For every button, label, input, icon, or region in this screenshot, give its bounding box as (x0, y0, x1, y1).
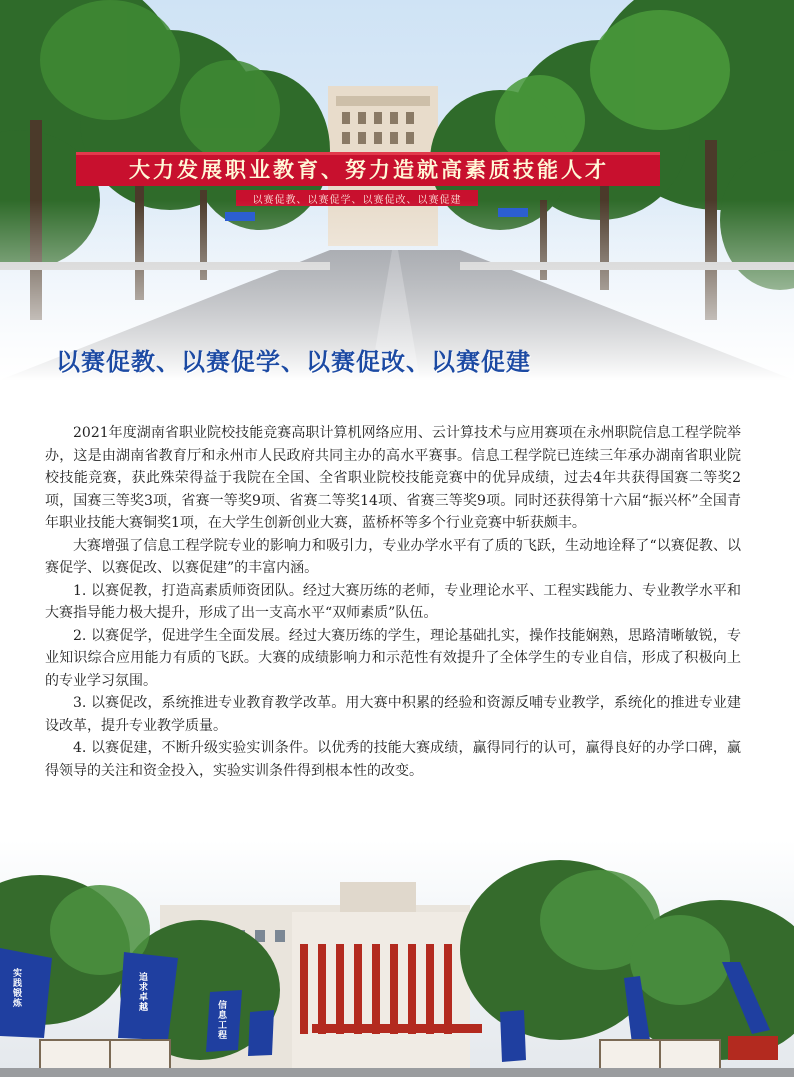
hero-main-banner: 大力发展职业教育、努力造就高素质技能人才 (129, 158, 609, 182)
flag-text-2: 追求卓越 (137, 972, 147, 1012)
article-paragraph-summary: 大赛增强了信息工程学院专业的影响力和吸引力，专业办学水平有了质的飞跃，生动地诠释了“以赛促教、以赛促学、以赛促改、以赛促建”的丰富内涵。 (45, 537, 741, 576)
campus-road-illustration (0, 0, 794, 380)
flag-text-3: 信息工程 (216, 1000, 226, 1040)
hero-sub-banner: 以赛促教、以赛促学、以赛促改、以赛促建 (252, 194, 462, 205)
hero-photo (0, 0, 794, 380)
campus-building-illustration (0, 840, 794, 1077)
article-paragraph-intro: 2021年度湖南省职业院校技能竞赛高职计算机网络应用、云计算技术与应用赛项在永州职院信息工程学院举办，这是由湖南省教育厅和永州市人民政府共同主办的高水平赛事。信息工程学院已连续三年承办湖南省职业院校技能竞赛，获此殊荣得益于我院在全国、全省职业院校技能竞赛中的优异成绩，过去4年共获得国赛二等奖2项，国赛三等奖3项，省赛一等奖9项、省赛二等奖14项、省赛三等奖9项。同时还获得第十六届“振兴杯”全国青年职业技能大赛铜奖1项，在大学生创新创业大赛，蓝桥杯等多个行业竞赛中斩获颇丰。 (45, 425, 741, 531)
street-sign-left (225, 212, 255, 221)
article-paragraph-point-2: 2. 以赛促学，促进学生全面发展。经过大赛历练的学生，理论基础扎实，操作技能娴熟，思路清晰敏锐，专业知识综合应用能力有质的飞跃。大赛的成绩影响力和示范性有效提升了全体学生的专业自信，形成了积极向上的专业学习氛围。 (45, 627, 741, 689)
footer-photo (0, 840, 794, 1077)
article-paragraph-point-3: 3. 以赛促改，系统推进专业教育教学改革。用大赛中积累的经验和资源反哺专业教学，系统化的推进专业建设改革，提升专业教学质量。 (45, 695, 741, 734)
hero-slogan: 以赛促教、以赛促学、以赛促改、以赛促建 (56, 347, 531, 376)
article-paragraph-point-4: 4. 以赛促建，不断升级实验实训条件。以优秀的技能大赛成绩，赢得同行的认可，赢得良好的办学口碑，赢得领导的关注和资金投入，实验实训条件得到根本性的改变。 (45, 740, 741, 779)
article-body (45, 422, 741, 782)
flag-text-1: 实践锻炼 (11, 968, 21, 1008)
street-sign-right (498, 208, 528, 217)
article-paragraph-point-1: 1. 以赛促教，打造高素质师资团队。经过大赛历练的老师，专业理论水平、工程实践能力、专业教学水平和大赛指导能力极大提升，形成了出一支高水平“双师素质”队伍。 (45, 582, 741, 621)
